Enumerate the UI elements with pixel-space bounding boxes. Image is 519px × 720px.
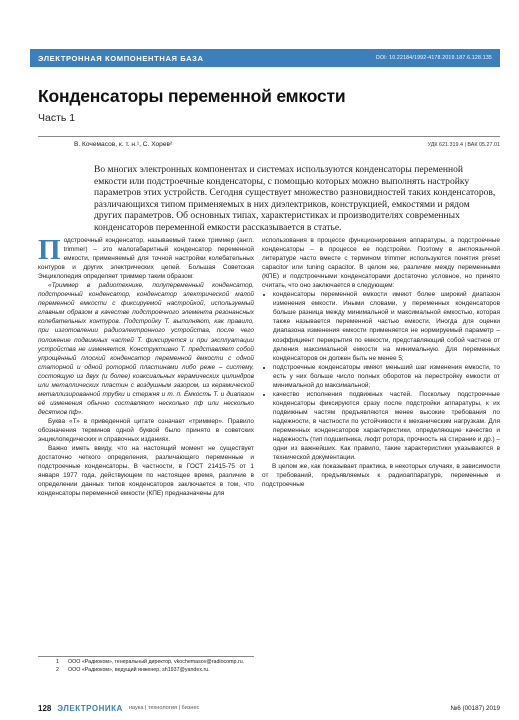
paragraph: Подстроечный конденсатор, называемый также триммер (англ. trimmer) – это малогабаритный конденсатор переменной емкости, применяемый для точной настройки колебательных контуров и других электрических цепей. Большая Советская Энциклопедия определяет триммер таким образом:: [38, 234, 254, 281]
article-part: Часть 1: [38, 112, 76, 124]
page-number: 128: [38, 703, 52, 713]
paragraph: В целом же, как показывает практика, в некоторых случаях, в зависимости от требований, предъявляемых к радиоаппаратуре, переменные и подстроечные: [262, 463, 500, 489]
paragraph: использования в процессе функционирования аппаратуры, а подстроечные конденсаторы – в процессе ее подстройки. Поэтому в англоязычной литературе часто вместе с термином trimmer используются понятия preset capacitor или tuning capacitor. В целом же, различие между переменными (КПЕ) и подстроечными конденсаторами достаточно условное, но принято считать, что оно заключается в следующем:: [262, 237, 500, 290]
section-header-bar: [30, 49, 500, 67]
udk-code: УДК 621.319.4 | ВАК 05.27.01: [427, 141, 500, 148]
difference-list: [262, 290, 500, 462]
footnote-mark: 1: [56, 659, 59, 665]
paragraph: Буква «Т» в приведенной цитате означает «триммер». Правило обозначения терминов одной буквой было принято в советских энциклопедических и справочных изданиях.: [38, 417, 254, 444]
footnote: [38, 667, 254, 675]
footnotes: [38, 656, 254, 675]
magazine-name: ЭЛЕКТРОНИКА: [57, 703, 123, 713]
text-column-left: [38, 236, 254, 498]
footnote-text: ООО «Радиоком», ведущий инженер, sh1937@yandex.ru.: [68, 666, 210, 673]
page-footer: [38, 702, 500, 714]
footnote: [38, 659, 254, 667]
encyclopedia-quote: «Триммер в радиотехнике, полупеременный конденсатор, подстроечный конденсатор, конденсатор электрической малой переменной емкости с фиксируемой настройкой, используемый главным образом в качестве подстроечного элемента резонансных колебательных контуров. Подстройку Т. выполняют, как правило, при изготовлении радиоэлектронного устройства, после чего положение подвижных частей Т. фиксируется и при эксплуатации устройства не изменяется. Конструктивно Т. представляет собой упрощённый плоский конденсатор переменной ёмкости с одной статорной и одной роторной пластинами либо реже – систему, состоящую из двух (и более) коаксиальных керамических цилиндров или металлических пластин с воздушным зазором, из керамической металлизированной трубки и стержня и т. п. Ёмкость Т. и диапазон её изменения обычно составляют несколько пф или несколько десятков пф».: [38, 282, 254, 416]
doi-link[interactable]: DOI: 10.22184/1992-4178.2019.187.6.128.135: [376, 55, 492, 61]
list-item: • подстроечные конденсаторы имеют меньший шаг изменения емкости, то есть у них больше число полных оборотов на перестройку емкости от минимальной до максимальной;: [273, 363, 500, 390]
drop-cap: П: [38, 234, 61, 266]
article-title: Конденсаторы переменной емкости: [38, 86, 346, 106]
footnote-text: ООО «Радиоком», генеральный директор, vkochemasov@radiocomp.ru.: [68, 659, 245, 665]
issue-number: №6 (00187) 2019: [450, 704, 500, 712]
list-item: • качество исполнения подвижных частей. Поскольку подстроечные конденсаторы фиксируются сразу после подстройки аппаратуры, к их подвижным частям предъявляются менее высокие требования по надежности, в частности по устойчивости к механическим нагрузкам. Для переменных конденсаторов характеристики, определяющие качество и надежность (тип подшипника, люфт ротора, прочность на стирание и др.) – одни из важнейших. Как правило, такие характеристики указываются в технической документации.: [273, 390, 500, 462]
article-abstract: Во многих электронных компонентах и системах используются конденсаторы переменной емкости или подстроечные конденсаторы, с помощью которых можно выполнять настройку параметров этих устройств. Сегодня существует множество разновидностей таких конденсаторов, различающихся типом применяемых в них диэлектриков, конструкцией, емкостями и рядом других параметров. Об основных типах, характеристиках и производителях современных конденсаторов переменной емкости рассказывается в статье.: [94, 164, 496, 233]
article-authors: В. Кочемасов, к. т. н.¹, С. Хорев²: [74, 141, 173, 148]
byline: [38, 136, 500, 150]
paragraph: Важно иметь ввиду, что на настоящий момент не существует достаточно четкого определения, различающего переменные и подстроечные конденсаторы. В частности, в ГОСТ 21415-75 от 1 января 1977 года, действующем по настоящее время, различие в определении данных типов конденсаторов заключается в том, что конденсаторы переменной емкости (КПЕ) предназначены для: [38, 445, 254, 498]
footnote-mark: 2: [56, 666, 59, 673]
magazine-tagline: наука | технология | бизнес: [128, 705, 200, 711]
text-column-right: [262, 236, 500, 489]
list-item: • конденсаторы переменной емкости имеют более широкий диапазон изменения емкости. Иными словами, у переменных конденсаторов больше разница между минимальной и максимальной емкостью, которая также называется переменной частью емкости. Иногда для оценки диапазона изменения емкости применяется не нормируемый параметр – коэффициент перекрытия по емкости, представляющий собой частное от деления максимальной емкости на минимальную. Для переменных конденсаторов он должен быть не менее 5;: [273, 290, 500, 362]
section-title: ЭЛЕКТРОННАЯ КОМПОНЕНТНАЯ БАЗА: [38, 53, 204, 63]
